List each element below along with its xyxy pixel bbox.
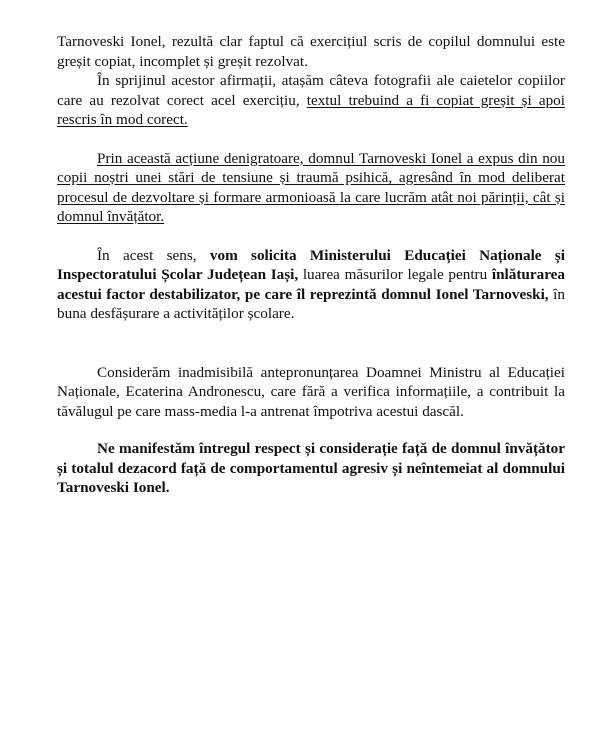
bold-text: Ne manifestăm întregul respect și considerație față de domnul învățător și totalul dezacord față de comportamentul agresiv și neîntemeiat al domnului Tarnoveski Ionel.: [57, 440, 565, 496]
underlined-text: textul trebuind a fi copiat greșit și apoi rescris în mod corect.: [57, 91, 565, 128]
paragraph-text: în buna desfășurare a activităților școlare.: [57, 285, 565, 322]
bold-text: vom solicita Ministerului Educației Naționale și Inspectoratului Școlar Județean Iași,: [57, 246, 565, 283]
paragraph-text: În sprijinul acestor afirmații, atașăm câteva fotografii ale caietelor copiilor care au rezolvat corect acel exercițiu,: [57, 72, 565, 109]
paragraph-continuation: [57, 32, 565, 71]
paragraph-photos: [57, 71, 565, 130]
paragraph-minister: [57, 363, 565, 422]
paragraph-conclusion: [57, 439, 565, 498]
paragraph-text: luarea măsurilor legale pentru: [298, 266, 492, 283]
paragraph-denigrating-action: [57, 149, 565, 227]
underlined-text: Prin această acțiune denigratoare, domnul Tarnoveski Ionel a expus din nou copii noștri unei stări de tensiune și traumă psihică, agresând în mod deliberat procesul de dezvoltare și formare armonioasă la care lucrăm atât noi părinții, cât și domnul învățător.: [57, 149, 565, 225]
paragraph-text: Tarnoveski Ionel, rezultă clar faptul că exercițiul scris de copilul domnului este greșit copiat, incomplet și greșit rezolvat.: [57, 33, 565, 70]
paragraph-text: În acest sens,: [97, 246, 210, 264]
bold-text: înlăturarea acestui factor destabilizator, pe care îl reprezintă domnul Ionel Tarnoveski,: [57, 266, 565, 303]
paragraph-text: Considerăm inadmisibilă antepronunțarea Doamnei Ministru al Educației Naționale, Ecaterina Andronescu, care fără a verifica informațiile, a contribuit la tăvălugul pe care mass-media l-a antrenat împotriva acestui dascăl.: [57, 363, 565, 420]
document-page: [57, 32, 565, 498]
paragraph-request: [57, 246, 565, 324]
